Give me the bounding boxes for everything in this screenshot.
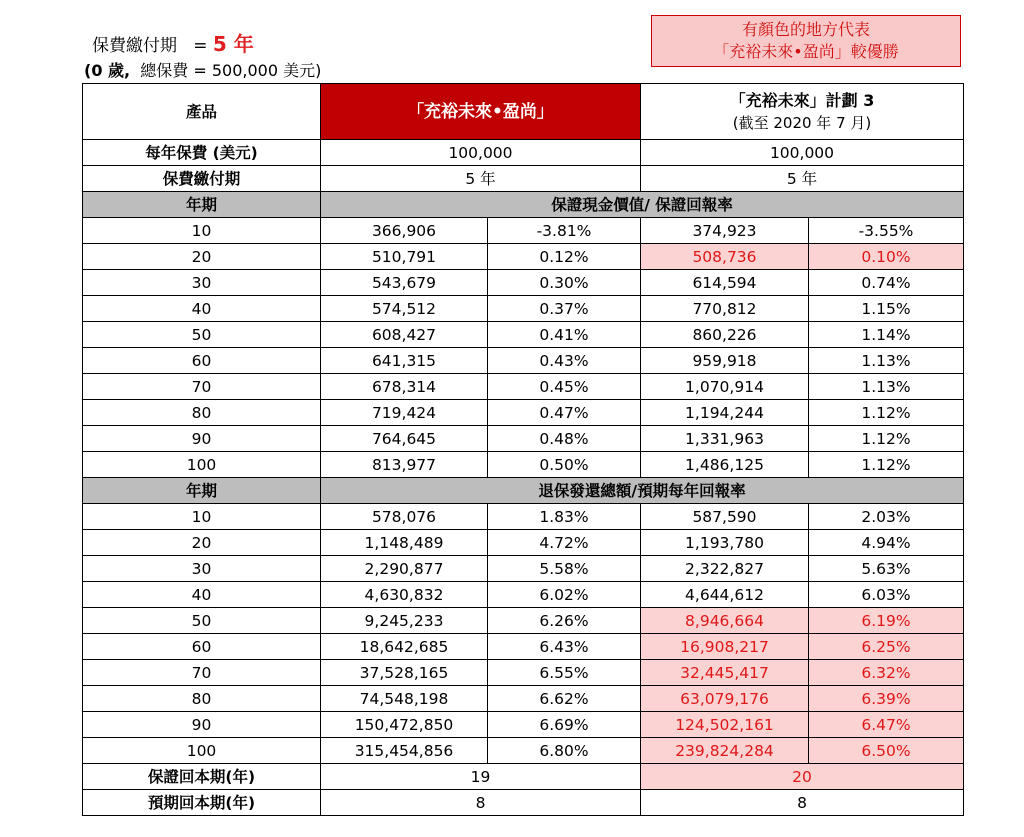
year-cell: 20 (83, 244, 321, 270)
product-a-value-cell: 9,245,233 (321, 608, 488, 634)
age-total-premium (84, 58, 321, 81)
product-a-rate-cell: 6.02% (488, 582, 641, 608)
product-a-value-cell: 1,148,489 (321, 530, 488, 556)
year-cell: 70 (83, 374, 321, 400)
table-row (83, 634, 964, 660)
product-a-rate-cell: 0.45% (488, 374, 641, 400)
premium-term-value: 5 年 (212, 32, 254, 56)
premium-term-eq: = (193, 36, 208, 56)
product-b-rate-cell: 4.94% (809, 530, 964, 556)
product-a-name: 「充裕未來•盈尚」 (321, 84, 641, 140)
section-title-guaranteed: 保證現金價值/ 保證回報率 (321, 192, 964, 218)
product-b-date: (截至 2020 年 7 月) (732, 113, 872, 132)
breakeven-expected-label: 預期回本期(年) (83, 790, 321, 816)
year-cell: 50 (83, 322, 321, 348)
year-cell: 10 (83, 218, 321, 244)
product-b-value-cell: 508,736 (641, 244, 809, 270)
product-a-rate-cell: 6.55% (488, 660, 641, 686)
product-b-value-cell: 63,079,176 (641, 686, 809, 712)
section-title-surrender: 退保發還總額/預期每年回報率 (321, 478, 964, 504)
table-row (83, 322, 964, 348)
year-cell: 60 (83, 348, 321, 374)
product-a-value-cell: 813,977 (321, 452, 488, 478)
section-header-guaranteed (83, 192, 964, 218)
surrender-rows (83, 504, 964, 764)
product-b-value-cell: 374,923 (641, 218, 809, 244)
product-b-value-cell: 1,070,914 (641, 374, 809, 400)
product-b-rate-cell: 6.25% (809, 634, 964, 660)
year-cell: 30 (83, 556, 321, 582)
table-row (83, 686, 964, 712)
year-cell: 80 (83, 686, 321, 712)
breakeven-guaranteed-b: 20 (641, 764, 964, 790)
product-a-value-cell: 2,290,877 (321, 556, 488, 582)
table-row (83, 712, 964, 738)
product-b-rate-cell: -3.55% (809, 218, 964, 244)
payment-term-label: 保費繳付期 (83, 166, 321, 192)
product-a-rate-cell: 5.58% (488, 556, 641, 582)
total-premium-label: 總保費 = 500,000 美元) (140, 61, 322, 80)
product-b-value-cell: 32,445,417 (641, 660, 809, 686)
product-b-value-cell: 16,908,217 (641, 634, 809, 660)
product-a-rate-cell: -3.81% (488, 218, 641, 244)
year-cell: 60 (83, 634, 321, 660)
annual-premium-label: 每年保費 (美元) (83, 140, 321, 166)
product-b-rate-cell: 0.74% (809, 270, 964, 296)
breakeven-guaranteed-a: 19 (321, 764, 641, 790)
product-b-value-cell: 4,644,612 (641, 582, 809, 608)
color-legend (651, 15, 961, 67)
year-cell: 90 (83, 426, 321, 452)
product-a-rate-cell: 0.43% (488, 348, 641, 374)
year-cell: 80 (83, 400, 321, 426)
table-row (83, 582, 964, 608)
product-a-rate-cell: 6.43% (488, 634, 641, 660)
guaranteed-rows (83, 218, 964, 478)
legend-line-2: 「充裕未來•盈尚」較優勝 (713, 42, 899, 61)
product-b-value-cell: 1,331,963 (641, 426, 809, 452)
product-b-name: 「充裕未來」計劃 3 (729, 90, 875, 110)
product-a-value-cell: 315,454,856 (321, 738, 488, 764)
annual-premium-b: 100,000 (641, 140, 964, 166)
product-b-value-cell: 239,824,284 (641, 738, 809, 764)
product-a-value-cell: 18,642,685 (321, 634, 488, 660)
age-label: (0 歲, (84, 61, 131, 80)
breakeven-expected-row (83, 790, 964, 816)
product-a-rate-cell: 0.30% (488, 270, 641, 296)
product-a-rate-cell: 0.37% (488, 296, 641, 322)
product-header-row (83, 84, 964, 140)
product-a-value-cell: 574,512 (321, 296, 488, 322)
table-row (83, 400, 964, 426)
product-a-rate-cell: 1.83% (488, 504, 641, 530)
breakeven-guaranteed-label: 保證回本期(年) (83, 764, 321, 790)
product-b-rate-cell: 6.03% (809, 582, 964, 608)
table-row (83, 374, 964, 400)
product-b-rate-cell: 6.50% (809, 738, 964, 764)
product-a-value-cell: 74,548,198 (321, 686, 488, 712)
premium-term-label: 保費繳付期 (92, 36, 177, 56)
product-b-rate-cell: 2.03% (809, 504, 964, 530)
product-b-value-cell: 959,918 (641, 348, 809, 374)
product-b-rate-cell: 6.39% (809, 686, 964, 712)
year-cell: 100 (83, 738, 321, 764)
premium-term-heading (92, 28, 254, 57)
payment-term-row (83, 166, 964, 192)
product-a-value-cell: 543,679 (321, 270, 488, 296)
product-a-value-cell: 510,791 (321, 244, 488, 270)
product-b-value-cell: 2,322,827 (641, 556, 809, 582)
annual-premium-a: 100,000 (321, 140, 641, 166)
product-b-rate-cell: 1.12% (809, 400, 964, 426)
product-a-rate-cell: 6.69% (488, 712, 641, 738)
comparison-table (82, 83, 964, 816)
table-row (83, 608, 964, 634)
product-b-header (641, 84, 964, 140)
product-b-rate-cell: 6.19% (809, 608, 964, 634)
product-a-rate-cell: 0.50% (488, 452, 641, 478)
table-row (83, 738, 964, 764)
breakeven-expected-a: 8 (321, 790, 641, 816)
product-b-value-cell: 770,812 (641, 296, 809, 322)
product-b-rate-cell: 1.13% (809, 374, 964, 400)
legend-line-1: 有顏色的地方代表 (741, 20, 870, 39)
product-a-value-cell: 37,528,165 (321, 660, 488, 686)
breakeven-expected-b: 8 (641, 790, 964, 816)
product-b-rate-cell: 1.14% (809, 322, 964, 348)
product-a-value-cell: 608,427 (321, 322, 488, 348)
product-b-value-cell: 587,590 (641, 504, 809, 530)
table-row (83, 660, 964, 686)
table-row (83, 348, 964, 374)
product-a-value-cell: 578,076 (321, 504, 488, 530)
product-b-rate-cell: 1.12% (809, 426, 964, 452)
product-b-rate-cell: 1.15% (809, 296, 964, 322)
table-row (83, 426, 964, 452)
year-cell: 70 (83, 660, 321, 686)
product-a-value-cell: 4,630,832 (321, 582, 488, 608)
product-b-value-cell: 860,226 (641, 322, 809, 348)
annual-premium-row (83, 140, 964, 166)
product-b-rate-cell: 6.32% (809, 660, 964, 686)
year-cell: 30 (83, 270, 321, 296)
product-b-rate-cell: 5.63% (809, 556, 964, 582)
section-header-surrender (83, 478, 964, 504)
year-cell: 90 (83, 712, 321, 738)
product-a-value-cell: 150,472,850 (321, 712, 488, 738)
table-row (83, 218, 964, 244)
table-row (83, 504, 964, 530)
table-row (83, 530, 964, 556)
product-b-value-cell: 8,946,664 (641, 608, 809, 634)
section-year-label: 年期 (83, 478, 321, 504)
year-cell: 40 (83, 582, 321, 608)
product-a-rate-cell: 6.62% (488, 686, 641, 712)
product-b-value-cell: 614,594 (641, 270, 809, 296)
product-b-value-cell: 1,193,780 (641, 530, 809, 556)
product-a-value-cell: 366,906 (321, 218, 488, 244)
product-a-value-cell: 641,315 (321, 348, 488, 374)
year-cell: 100 (83, 452, 321, 478)
table-row (83, 270, 964, 296)
product-a-rate-cell: 0.48% (488, 426, 641, 452)
table-row (83, 244, 964, 270)
year-cell: 50 (83, 608, 321, 634)
product-a-value-cell: 678,314 (321, 374, 488, 400)
year-cell: 20 (83, 530, 321, 556)
year-cell: 10 (83, 504, 321, 530)
product-b-rate-cell: 0.10% (809, 244, 964, 270)
product-a-rate-cell: 4.72% (488, 530, 641, 556)
year-cell: 40 (83, 296, 321, 322)
table-row (83, 452, 964, 478)
product-label: 產品 (83, 84, 321, 140)
product-a-value-cell: 764,645 (321, 426, 488, 452)
product-b-rate-cell: 1.12% (809, 452, 964, 478)
table-row (83, 296, 964, 322)
product-a-rate-cell: 0.12% (488, 244, 641, 270)
breakeven-guaranteed-row (83, 764, 964, 790)
product-b-rate-cell: 6.47% (809, 712, 964, 738)
product-a-rate-cell: 0.41% (488, 322, 641, 348)
product-b-rate-cell: 1.13% (809, 348, 964, 374)
payment-term-a: 5 年 (321, 166, 641, 192)
product-a-rate-cell: 6.80% (488, 738, 641, 764)
product-a-value-cell: 719,424 (321, 400, 488, 426)
product-b-value-cell: 1,194,244 (641, 400, 809, 426)
product-b-value-cell: 1,486,125 (641, 452, 809, 478)
product-a-rate-cell: 0.47% (488, 400, 641, 426)
table-row (83, 556, 964, 582)
section-year-label: 年期 (83, 192, 321, 218)
product-b-value-cell: 124,502,161 (641, 712, 809, 738)
product-a-rate-cell: 6.26% (488, 608, 641, 634)
payment-term-b: 5 年 (641, 166, 964, 192)
